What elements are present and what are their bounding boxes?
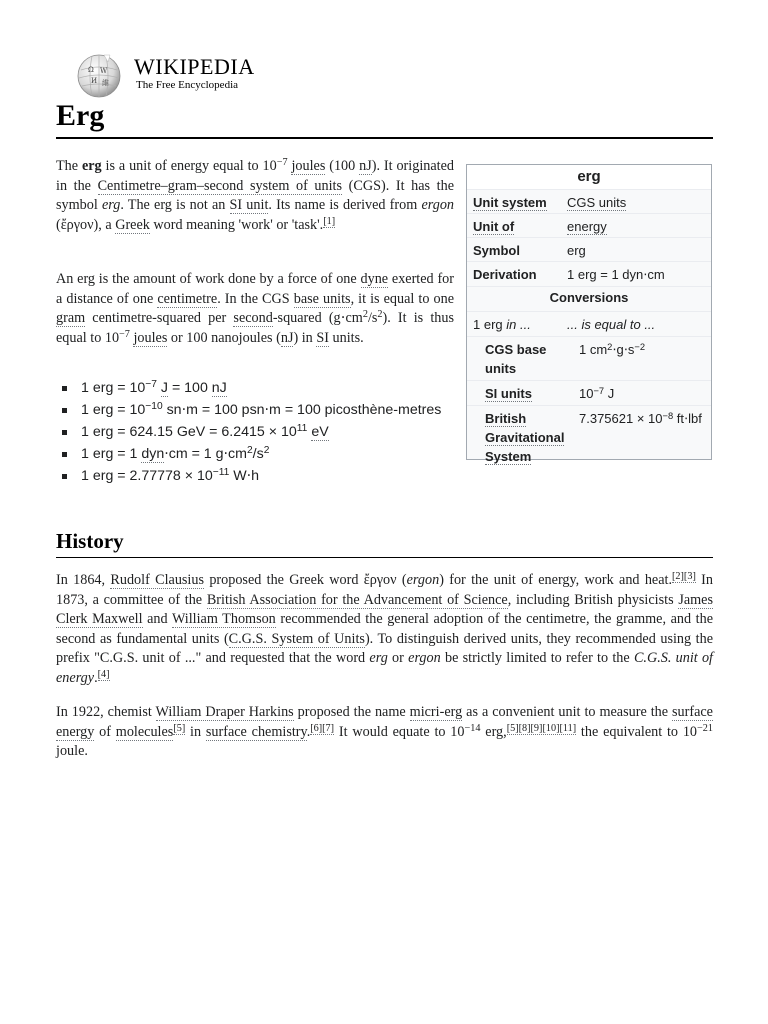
text: sn⋅m = 100 psn⋅m = 100 picosthène-metres	[162, 402, 442, 418]
infobox-row-si-units	[467, 381, 711, 406]
link-si[interactable]: SI	[316, 329, 329, 346]
text: recommended the general adoption of the centimetre, the gramme, and the second as fundamental units (	[56, 611, 713, 647]
superscript: 2	[607, 341, 613, 352]
link-molecules[interactable]: molecules	[115, 723, 174, 740]
text: in ...	[506, 317, 531, 332]
infobox-value	[579, 409, 709, 428]
list-item	[60, 402, 460, 419]
text: 1 cm	[579, 342, 608, 357]
text: C.G.S. unit of energy	[56, 650, 713, 686]
link-base-units[interactable]: base units	[293, 290, 351, 307]
link-british-gravitational-system[interactable]: British Gravitational System	[485, 411, 565, 464]
link-nj[interactable]: nJ	[211, 380, 227, 396]
wikipedia-tagline: The Free Encyclopedia	[136, 79, 239, 91]
link-william-draper-harkins[interactable]: William Draper Harkins	[155, 704, 294, 720]
link-nj[interactable]: nJ	[280, 329, 294, 346]
infobox-conversions-header: Conversions	[467, 287, 711, 312]
text: 1 erg = 2.77778 × 10	[81, 468, 213, 484]
citation-link[interactable]: [1]	[323, 215, 336, 227]
text: .	[306, 723, 311, 740]
link-joule-symbol[interactable]: J	[160, 380, 168, 396]
text: , it is equal to one	[350, 290, 454, 307]
infobox-value: 1 erg = 1 dyn⋅cm	[567, 267, 665, 282]
link-cgs-units[interactable]: CGS units	[567, 195, 627, 210]
infobox-label	[485, 384, 563, 403]
infobox-value: ... is equal to ...	[567, 317, 656, 332]
superscript: −7	[119, 328, 130, 340]
infobox-label	[473, 217, 561, 236]
link-rudolf-clausius[interactable]: Rudolf Clausius	[110, 572, 204, 588]
text: 10	[579, 386, 594, 401]
link-second[interactable]: second	[233, 310, 273, 326]
infobox-row-unit-system	[467, 190, 711, 214]
text: In 1922, chemist	[56, 704, 156, 720]
link-gram[interactable]: gram	[56, 310, 86, 326]
text: exerted for a distance of one	[56, 271, 454, 307]
text: . The erg is not an	[120, 197, 230, 213]
ergon-italic: ergon	[421, 197, 455, 213]
infobox-value: erg	[567, 243, 586, 258]
text: W⋅h	[229, 468, 260, 484]
wikipedia-wordmark[interactable]: WIKIPEDIA	[134, 54, 255, 79]
text: ergon	[406, 572, 440, 588]
text: word meaning 'work' or 'task'.	[149, 216, 324, 233]
infobox-title: erg	[467, 165, 711, 190]
text: centimetre-squared per	[85, 310, 234, 326]
link-dyne[interactable]: dyne	[360, 271, 389, 287]
text: ) in	[293, 329, 317, 346]
text: ). It is thus equal to 10	[56, 310, 454, 346]
superscript: 2	[362, 309, 368, 321]
citation-link[interactable]: [4]	[97, 668, 110, 680]
infobox	[466, 164, 712, 464]
equivalence-list	[60, 380, 460, 490]
infobox-row-derivation	[467, 262, 711, 287]
link-surface-chemistry[interactable]: surface chemistry	[205, 723, 307, 740]
infobox-value	[567, 217, 709, 236]
text: in	[185, 723, 206, 740]
infobox-label: Derivation	[473, 267, 537, 282]
text: is a unit of energy equal to 10	[101, 158, 277, 174]
citation-link[interactable]: [6][7]	[310, 722, 335, 734]
text: of	[94, 723, 116, 740]
text: 1 erg = 1	[81, 446, 142, 462]
link-cgs-system-of-units[interactable]: C.G.S. System of Units	[228, 630, 365, 647]
citation-link[interactable]: [5]	[173, 722, 186, 734]
infobox-row-conversion-caption	[467, 312, 711, 337]
text: be strictly limited to refer to the	[440, 650, 634, 666]
infobox-value	[579, 340, 709, 359]
text: units.	[328, 329, 364, 346]
link-energy[interactable]: energy	[567, 219, 607, 234]
link-nj[interactable]: nJ	[359, 158, 372, 174]
list-item	[60, 468, 460, 485]
text: ). It originated in the	[56, 158, 454, 194]
text: J	[604, 386, 615, 401]
text: or 100 nanojoules (	[167, 329, 281, 346]
superscript: −8	[662, 410, 674, 421]
infobox-row-cgs-base-units	[467, 337, 711, 381]
superscript: −7	[593, 385, 605, 396]
svg-text:W: W	[100, 67, 108, 75]
link-ev[interactable]: eV	[311, 424, 329, 440]
link-centimetre[interactable]: centimetre	[157, 290, 218, 307]
svg-text:Ω: Ω	[88, 66, 94, 74]
term-bold: erg	[81, 158, 102, 174]
symbol-italic: erg	[101, 197, 121, 213]
citation-link[interactable]: [5][8][9][10][11]	[506, 722, 577, 734]
link-unit-system[interactable]: Unit system	[473, 195, 547, 210]
lead-paragraph-1	[56, 157, 454, 235]
text: . In the CGS	[217, 290, 294, 307]
section-divider	[56, 557, 713, 558]
infobox-value	[567, 193, 709, 212]
link-joules[interactable]: joules	[291, 158, 326, 174]
title-divider	[56, 137, 713, 139]
page-title: Erg	[56, 99, 105, 132]
link-william-thomson[interactable]: William Thomson	[171, 611, 276, 627]
text: . Its name is derived from	[268, 197, 422, 213]
text: or	[387, 650, 409, 666]
superscript: 2	[246, 445, 253, 457]
section-heading-history: History	[56, 529, 124, 553]
list-item	[60, 380, 460, 397]
text: and	[142, 611, 172, 627]
infobox-row-symbol	[467, 238, 711, 262]
superscript: −21	[697, 722, 713, 734]
superscript: −7	[145, 379, 157, 391]
link-cgs-system[interactable]: Centimetre–gram–second system of units	[97, 177, 343, 194]
text: 1 erg	[473, 317, 507, 332]
text: = 100	[168, 380, 212, 396]
text: erg,	[480, 723, 507, 740]
link-micri-erg[interactable]: micri-erg	[409, 704, 463, 720]
link-unit-of[interactable]: Unit of	[473, 219, 515, 234]
text: joule.	[56, 743, 88, 759]
text: 1 erg = 10	[81, 402, 146, 418]
text: proposed the name	[293, 704, 410, 720]
text: /s	[367, 310, 378, 326]
text: the equivalent to 10	[576, 723, 698, 740]
text: 1 erg = 10	[81, 380, 146, 396]
link-si-units[interactable]: SI units	[485, 386, 532, 401]
text: erg	[369, 650, 388, 666]
link-british-association[interactable]: British Association for the Advancement of Science	[206, 591, 508, 608]
text: (CGS). It has the symbol	[56, 177, 454, 213]
list-item	[60, 446, 460, 463]
infobox-label	[473, 193, 561, 212]
text: (100	[325, 158, 360, 174]
infobox-label: Symbol	[473, 243, 520, 258]
text: ) for the unit of energy, work and heat.	[439, 572, 673, 588]
link-james-clerk-maxwell[interactable]: James Clerk Maxwell	[56, 591, 713, 627]
text: It would equate to 10	[334, 723, 465, 740]
text: as a convenient unit to measure the	[462, 704, 673, 720]
link-dyn[interactable]: dyn	[141, 446, 165, 462]
text: In 1873, a committee of the	[56, 572, 713, 608]
infobox-value	[579, 384, 709, 403]
wikipedia-globe-icon[interactable]	[74, 52, 124, 98]
list-item	[60, 424, 460, 441]
text: ). To distinguish derived units, they recommended using the prefix "C.G.S. unit of ..." and requested that the word	[56, 630, 713, 666]
link-joules[interactable]: joules	[133, 329, 168, 346]
superscript: −10	[145, 401, 163, 413]
text: , including British physicists	[507, 591, 679, 608]
superscript: −14	[464, 722, 481, 734]
text: .	[94, 669, 98, 686]
text: In 1864,	[56, 572, 111, 588]
text: 7.375621 × 10	[579, 411, 663, 426]
superscript: −11	[212, 467, 230, 479]
text: An erg is the amount of work done by a force of one	[56, 271, 361, 287]
site-header	[74, 52, 374, 98]
text: -squared (g⋅cm	[272, 310, 363, 326]
lead-paragraph-2	[56, 270, 454, 348]
text: ⋅g⋅s	[612, 342, 635, 357]
link-si-unit[interactable]: SI unit	[229, 197, 269, 213]
text: /s	[252, 446, 264, 462]
link-surface-energy[interactable]: surface energy	[56, 704, 713, 740]
infobox-label	[473, 315, 565, 334]
history-paragraph-1	[56, 571, 713, 688]
infobox-label	[485, 409, 563, 466]
superscript: −2	[634, 341, 646, 352]
text: proposed the Greek word ἔργον (	[204, 572, 407, 588]
history-paragraph-2	[56, 703, 713, 762]
infobox-row-british-gravitational	[467, 406, 711, 466]
text: (ἔργον), a	[56, 216, 116, 233]
superscript: 2	[263, 445, 270, 457]
text: ⋅cm = 1 g⋅cm	[164, 446, 247, 462]
svg-text:И: И	[91, 77, 98, 85]
svg-text:維: 維	[102, 79, 109, 87]
superscript: 11	[296, 423, 308, 435]
superscript: 2	[377, 309, 383, 321]
infobox-label: CGS base units	[485, 342, 547, 376]
text: ft⋅lbf	[673, 411, 702, 426]
infobox-row-unit-of	[467, 214, 711, 238]
superscript: −7	[276, 157, 288, 169]
link-greek[interactable]: Greek	[115, 216, 150, 233]
citation-link[interactable]: [2][3]	[672, 571, 696, 583]
text: 1 erg = 624.15 GeV = 6.2415 × 10	[81, 424, 297, 440]
text: ergon	[408, 650, 441, 666]
text: The	[56, 158, 82, 174]
